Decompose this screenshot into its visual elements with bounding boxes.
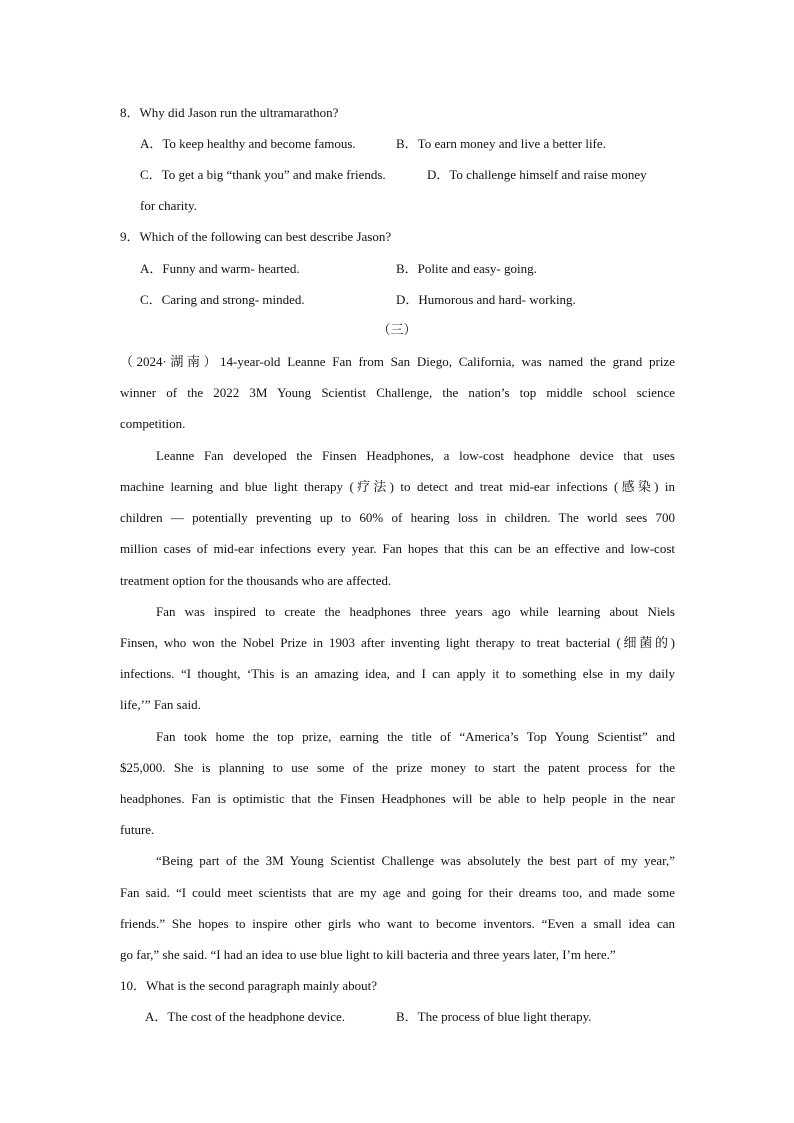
- q10-option-b: B．The process of blue light therapy.: [396, 1009, 592, 1024]
- passage-p4-line-4: future.: [120, 822, 155, 837]
- question-9: 9．Which of the following can best describe Jason?: [120, 229, 392, 244]
- passage-p4-line-1: Fan took home the top prize, earning the title of “America’s Top Young Scientist” and: [156, 729, 675, 744]
- passage-p3-line-3: infections. “I thought, ‘This is an amazing idea, and I can apply it to something else in my daily: [120, 666, 675, 681]
- q9-option-d: D．Humorous and hard- working.: [396, 292, 576, 307]
- q8-option-d: D．To challenge himself and raise money: [427, 167, 647, 182]
- passage-p2-line-3: children — potentially preventing up to 60% of hearing loss in children. The world sees 700: [120, 510, 675, 525]
- section-heading: （三）: [377, 322, 417, 337]
- q9-option-b: B．Polite and easy- going.: [396, 261, 537, 276]
- passage-p5-line-4: go far,” she said. “I had an idea to use blue light to kill bacteria and three years later, I’m here.”: [120, 947, 616, 962]
- q8-option-d-continued: for charity.: [140, 198, 197, 213]
- passage-p2-line-5: treatment option for the thousands who are affected.: [120, 573, 392, 588]
- passage-p3-line-1: Fan was inspired to create the headphones three years ago while learning about Niels: [156, 604, 675, 619]
- passage-p2-line-2: machine learning and blue light therapy (疗法) to detect and treat mid-ear infections (感染) in: [120, 479, 675, 494]
- question-10: 10．What is the second paragraph mainly about?: [120, 978, 378, 993]
- passage-p1-line-1: （2024·湖南）14-year-old Leanne Fan from San Diego, California, was named the grand prize: [120, 354, 675, 369]
- q10-option-a: A．The cost of the headphone device.: [145, 1009, 345, 1024]
- q9-option-a: A．Funny and warm- hearted.: [140, 261, 300, 276]
- q8-option-a: A．To keep healthy and become famous.: [140, 136, 356, 151]
- passage-p1-line-2: winner of the 2022 3M Young Scientist Challenge, the nation’s top middle school science: [120, 385, 675, 400]
- question-8: 8．Why did Jason run the ultramarathon?: [120, 105, 339, 120]
- passage-p4-line-2: $25,000. She is planning to use some of the prize money to start the patent process for the: [120, 760, 675, 775]
- q9-option-c: C．Caring and strong- minded.: [140, 292, 305, 307]
- passage-p3-line-2: Finsen, who won the Nobel Prize in 1903 after inventing light therapy to treat bacterial (细菌的): [120, 635, 675, 650]
- q8-option-b: B．To earn money and live a better life.: [396, 136, 606, 151]
- passage-p5-line-1: “Being part of the 3M Young Scientist Challenge was absolutely the best part of my year,”: [156, 853, 675, 868]
- passage-p1-line-3: competition.: [120, 416, 186, 431]
- passage-p5-line-2: Fan said. “I could meet scientists that are my age and going for their dreams too, and made some: [120, 885, 675, 900]
- passage-p3-line-4: life,’” Fan said.: [120, 697, 201, 712]
- passage-p5-line-3: friends.” She hopes to inspire other girls who want to become inventors. “Even a small idea can: [120, 916, 675, 931]
- passage-p4-line-3: headphones. Fan is optimistic that the Finsen Headphones will be able to help people in the near: [120, 791, 675, 806]
- passage-p2-line-4: million cases of mid-ear infections every year. Fan hopes that this can be an effective and low-cost: [120, 541, 675, 556]
- q8-option-c: C．To get a big “thank you” and make friends.: [140, 167, 386, 182]
- passage-p2-line-1: Leanne Fan developed the Finsen Headphones, a low-cost headphone device that uses: [156, 448, 675, 463]
